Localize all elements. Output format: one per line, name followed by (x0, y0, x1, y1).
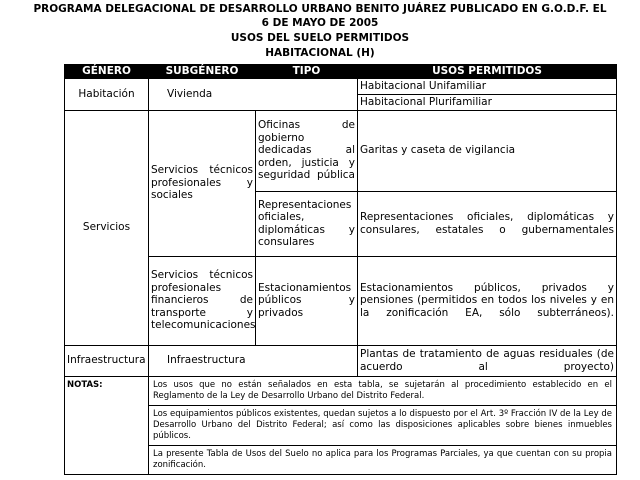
note-item: Los equipamientos públicos existentes, quedan sujetos a lo dispuesto por el Art. 3º Fracción IV de la Ley de Desarrollo Urbano del Distrito Federal; así como las disposiciones aplicables sobre bienes inmuebles públicos. (149, 405, 617, 445)
notes-row (65, 376, 617, 405)
header-usos-permitidos: USOS PERMITIDOS (358, 65, 617, 79)
tipo-representaciones: Representaciones oficiales, diplomáticas y consulares (256, 191, 358, 256)
header-tipo: TIPO (256, 65, 358, 79)
genero-servicios: Servicios (65, 110, 149, 345)
tipo-estacionamientos: Estacionamientos públicos y privados (256, 256, 358, 345)
table-row (65, 78, 617, 94)
table-row (65, 345, 617, 376)
uso-estacionamientos: Estacionamientos públicos, privados y pensiones (permitidos en todos los niveles y en la zonificación EA, sólo subterráneos). (358, 256, 617, 345)
document-date: 6 DE MAYO DE 2005 (261, 17, 379, 29)
uso-habitacional-plurifamiliar: Habitacional Plurifamiliar (358, 94, 617, 110)
subgenero-vivienda: Vivienda (149, 78, 358, 110)
note-item: La presente Tabla de Usos del Suelo no aplica para los Programas Parciales, ya que cuentan con su propia zonificación. (149, 445, 617, 474)
genero-habitacion: Habitación (65, 78, 149, 110)
subgenero-infraestructura: Infraestructura (149, 345, 358, 376)
section-subtitle: HABITACIONAL (H) (265, 47, 375, 59)
header-subgenero: SUBGÉNERO (149, 65, 256, 79)
note-item: Los usos que no están señalados en esta tabla, se sujetarán al procedimiento establecido en el Reglamento de la Ley de Desarrollo Urbano del Distrito Federal. (149, 376, 617, 405)
subgenero-servicios-financieros: Servicios técnicos profesionales financieros de transporte y telecomunicaciones (149, 256, 256, 345)
table-row (65, 110, 617, 191)
uso-habitacional-unifamiliar: Habitacional Unifamiliar (358, 78, 617, 94)
uso-representaciones: Representaciones oficiales, diplomáticas y consulares, estatales o gubernamentales (358, 191, 617, 256)
document-title: PROGRAMA DELEGACIONAL DE DESARROLLO URBANO BENITO JUÁREZ PUBLICADO EN G.O.D.F. EL (33, 3, 607, 15)
land-use-table (64, 64, 617, 475)
tipo-oficinas-gobierno: Oficinas de gobierno dedicadas al orden, justicia y seguridad pública (256, 110, 358, 191)
table-header-row (65, 65, 617, 79)
genero-infraestructura: Infraestructura (65, 345, 149, 376)
header-genero: GÉNERO (65, 65, 149, 79)
uso-plantas-tratamiento: Plantas de tratamiento de aguas residuales (de acuerdo al proyecto) (358, 345, 617, 376)
section-title: USOS DEL SUELO PERMITIDOS (230, 32, 410, 44)
notes-label: NOTAS: (65, 376, 149, 474)
subgenero-servicios-tecnicos-sociales: Servicios técnicos profesionales y sociales (149, 110, 256, 256)
uso-garitas: Garitas y caseta de vigilancia (358, 110, 617, 191)
